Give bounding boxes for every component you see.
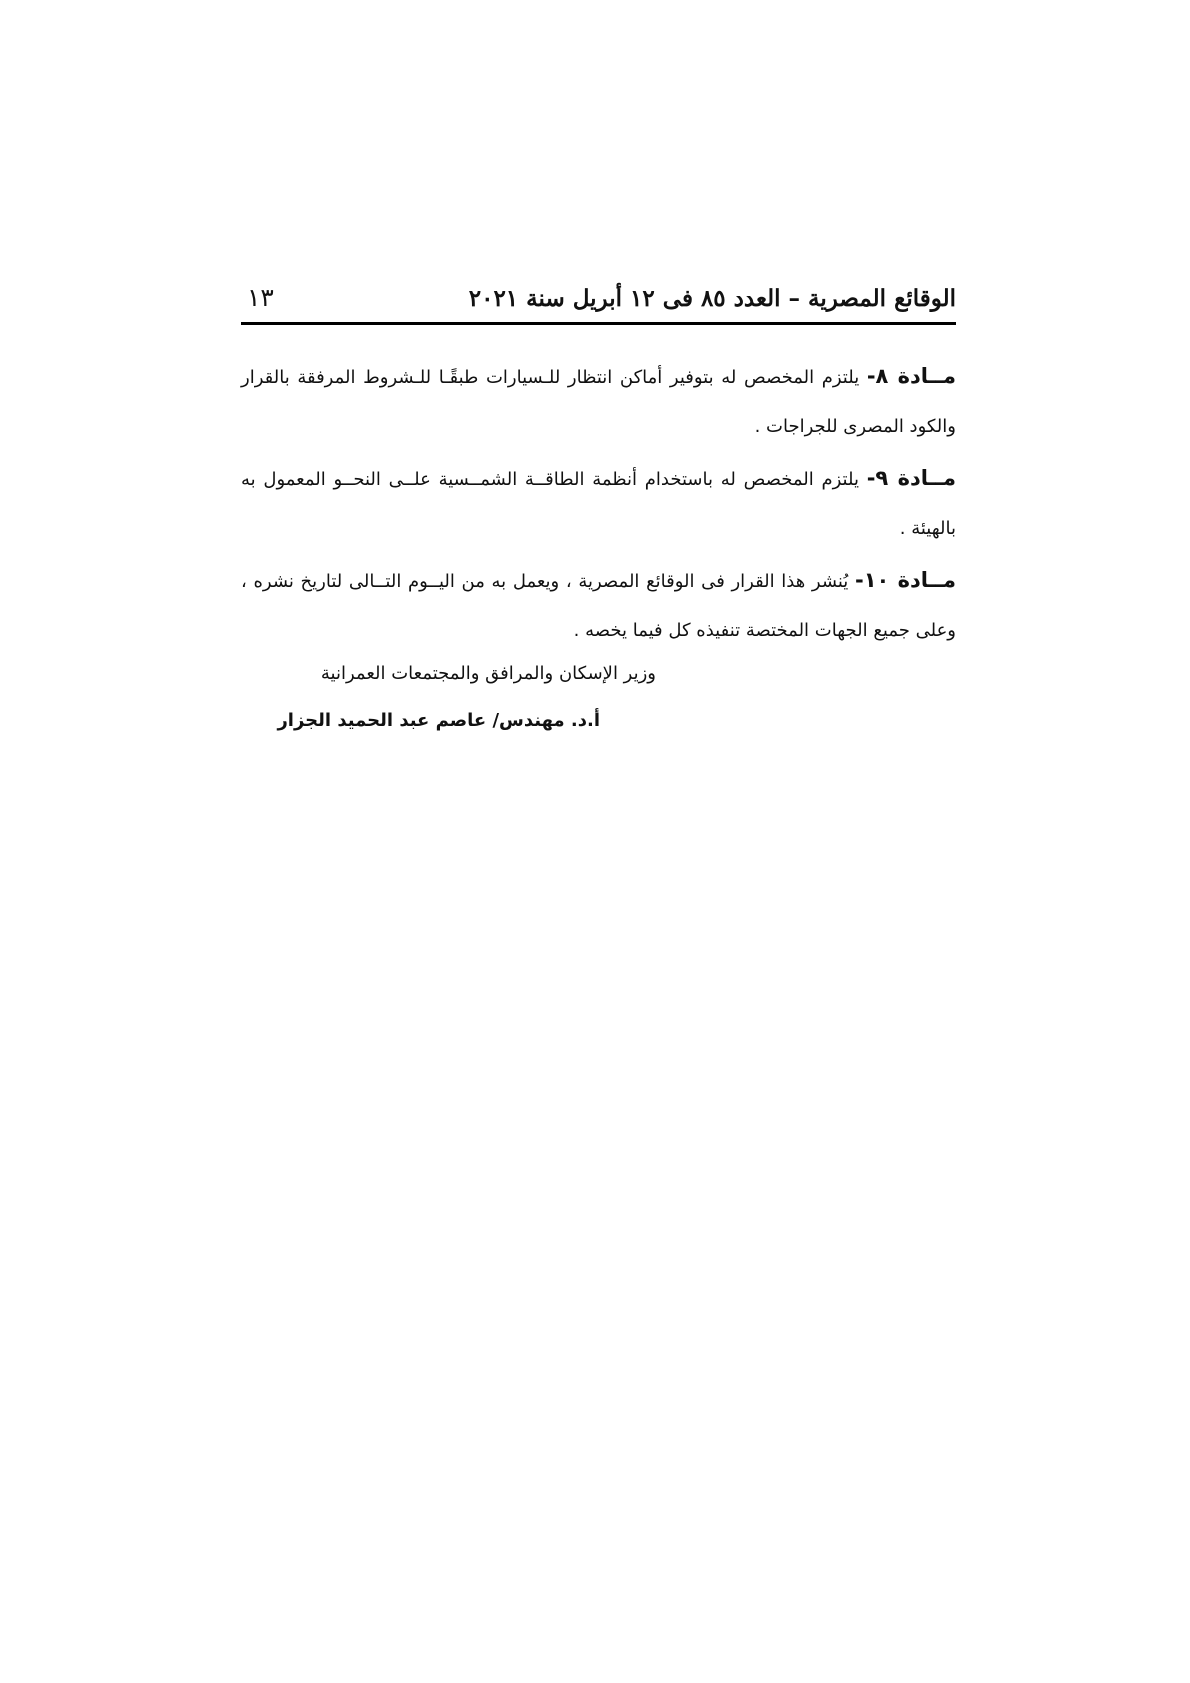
article-text: يُنشر هذا القرار فى الوقائع المصرية ، ويعمل به من اليــوم التــالى لتاريخ نشره ، وعلى جميع الجهات المختصة تنفيذه كل فيما يخصه . xyxy=(241,571,956,641)
article-10 xyxy=(241,556,956,655)
article-text: يلتزم المخصص له بتوفير أماكن انتظار للـسيارات طبقًـا للـشروط المرفقة بالقرار والكود المصرى للجراجات . xyxy=(241,367,956,437)
article-heading: مــادة ٨- xyxy=(866,364,956,388)
signature-block xyxy=(241,654,956,736)
minister-title: وزير الإسكان والمرافق والمجتمعات العمرانية xyxy=(320,663,656,684)
articles-section xyxy=(241,352,956,658)
article-8 xyxy=(241,352,956,451)
header-divider xyxy=(241,322,956,325)
page-number: ١٣ xyxy=(247,283,274,312)
article-heading: مــادة ٩- xyxy=(866,466,956,490)
article-9 xyxy=(241,454,956,553)
article-heading: مــادة ١٠- xyxy=(854,568,956,592)
minister-name: أ.د. مهندس/ عاصم عبد الحميد الجزار xyxy=(277,710,600,731)
article-text: يلتزم المخصص له باستخدام أنظمة الطاقــة الشمــسية علــى النحــو المعمول به بالهيئة . xyxy=(241,469,956,539)
header-title: الوقائع المصرية – العدد ٨٥ فى ١٢ أبريل سنة ٢٠٢١ xyxy=(468,285,956,312)
running-header xyxy=(241,272,956,312)
